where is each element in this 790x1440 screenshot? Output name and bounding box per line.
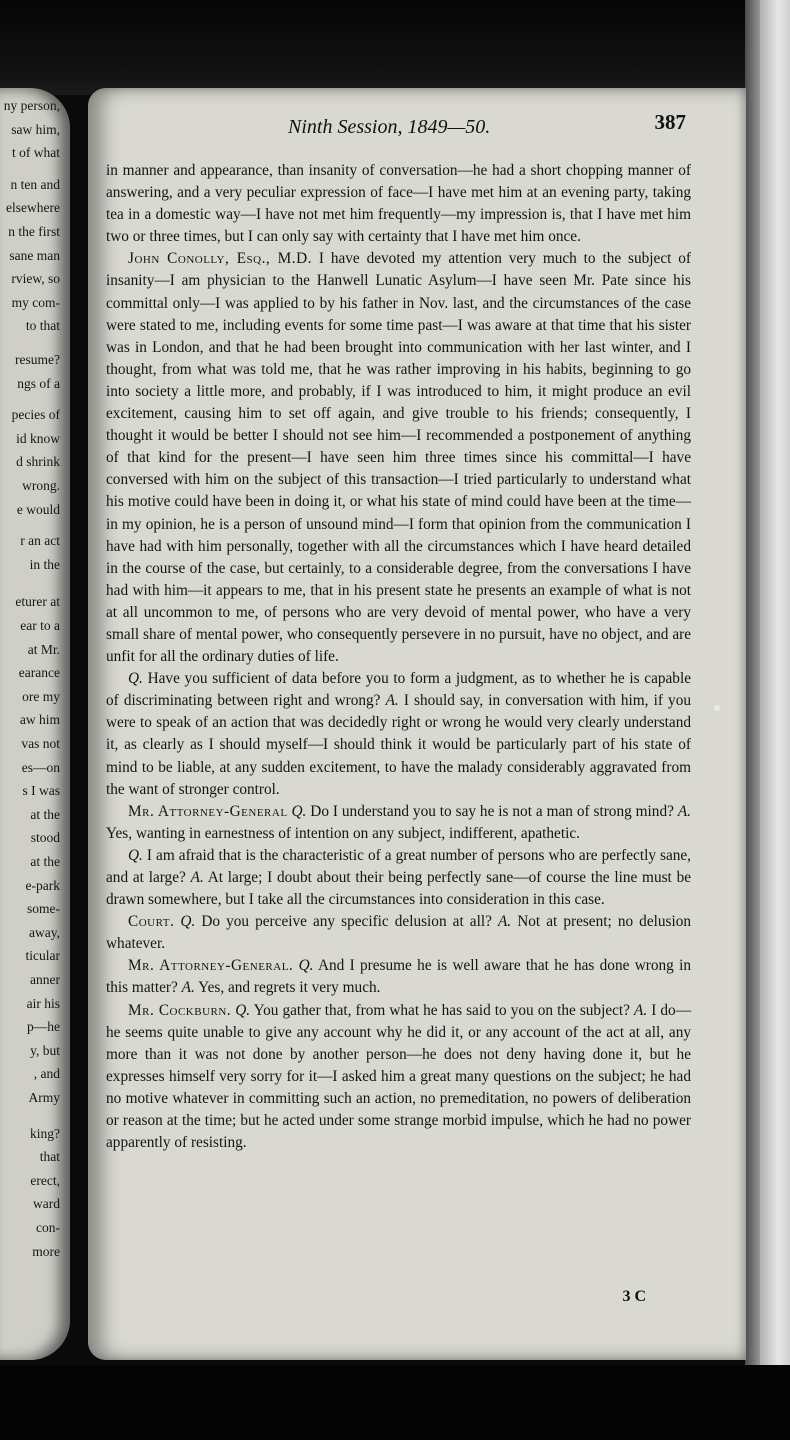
left-page-text-fragment: y, but [30, 1042, 60, 1058]
question-text: And I presume he is well aware that he has done wrong in this matter? [106, 957, 692, 997]
answer-marker: A. [634, 1001, 648, 1019]
left-page-text-fragment: resume? [15, 352, 60, 367]
answer-marker: A. [497, 913, 512, 931]
answer-marker: A. [677, 802, 691, 820]
left-page-text-fragment: saw him, [11, 121, 60, 137]
left-page-text-fragment: anner [30, 972, 60, 987]
paragraph-question-data [106, 668, 691, 801]
left-page-text-fragment: ny person, [3, 98, 60, 113]
left-page-text-fragment: Army [28, 1090, 60, 1105]
left-page-text-fragment: n the first [8, 224, 60, 239]
paragraph-cockburn [106, 1000, 691, 1155]
left-page-text-fragment: eturer at [15, 594, 60, 610]
left-page-text-fragment: ore my [22, 688, 60, 704]
left-facing-page [0, 88, 70, 1360]
question-text: Have you sufficient of data before you to form a judgment, as to whether he is capable of discriminating between right and wrong? [106, 670, 691, 710]
left-page-text-fragment: air his [26, 995, 60, 1011]
left-page-text-fragment: king? [30, 1125, 60, 1141]
left-page-text-fragment: my com- [11, 294, 60, 310]
speaker-name: Mr. Attorney-General [128, 802, 288, 820]
speaker-name: John Conolly, Esq., M.D. [128, 250, 312, 268]
answer-text: At large; I doubt about their being perfectly sane—of course the line must be drawn somewhere, but I take all the circumstances into consideration in this case. [106, 869, 692, 909]
question-text: Do you perceive any specific delusion at all? [201, 913, 492, 931]
paragraph-1: in manner and appearance, than insanity of conversation—he had a short chopping manner of answering, and a very peculiar expression of face—I have met him at an evening party, taking tea in a domestic way—I have not met him frequently—my impression is, that I have met him two or three times, but I can only say with certainty that I have met him once. [106, 162, 691, 246]
scan-background-top [0, 0, 790, 95]
left-page-text-fragment: ticular [25, 948, 60, 964]
left-page-text-fragment: in the [29, 556, 60, 572]
left-page-text-fragment: es—on [21, 759, 60, 775]
scan-speck [714, 705, 720, 711]
left-page-text-fragment: id know [16, 430, 60, 446]
testimony-text: I have devoted my attention very much to the subject of insanity—I am physician to the Hanwell Lunatic Asylum—I have seen Mr. Pate since his committal only—I was applied to by his father in Nov. last, and the circumstances of the case were stated to me, including events for some time past—I was aware at that time that his sister was in London, and that he had been brought into communication with her last winter, and I thought, from what was told me, that he was rather improving in his habits, beginning to go into society a little more, and probably, if I was introduced to him, it might produce an evil excitement, causing him to set off again, and give trouble to his friends; consequently, I thought it would be better I should not see him—I recommended a postponement of anything of that kind for the present—I have seen him three times since his committal—I have conversed with him on the subject of this transaction—I tried particularly to understand what his motive could have been in doing it, or what his state of mind could have been at the time—in my opinion, he is a person of unsound mind—I form that opinion from the communication I have had with him personally, together with all the circumstances which I have heard detailed in the course of the case, but certainly, to a considerable degree, from the conversations I have had with him—it appears to me, that in his present state he presents an example of what is not at all uncommon to me, of persons who are very devoid of mental power, who have a very small share of mental power, who consequently persevere in no pursuit, have no object, and are unfit for all the ordinary duties of life. [106, 250, 692, 666]
left-page-text-fragment: that [39, 1149, 60, 1165]
left-page-text-fragment: vas not [21, 736, 60, 751]
question-text: You gather that, from what he has said to you on the subject? [253, 1001, 630, 1019]
question-marker: Q. [298, 957, 314, 975]
answer-text: Yes, and regrets it very much. [198, 979, 381, 997]
left-page-text-fragment: e-park [25, 877, 60, 893]
question-marker: Q. [291, 802, 307, 820]
page-387 [88, 88, 746, 1360]
left-page-text-fragment: at Mr. [27, 641, 60, 657]
running-head: Ninth Session, 1849—50. [288, 116, 491, 138]
left-page-text-fragment: at the [30, 806, 60, 822]
left-page-text-fragment: elsewhere [6, 200, 60, 216]
question-marker: Q. [128, 670, 143, 688]
speaker-name: Mr. Cockburn. [128, 1001, 232, 1019]
scan-background-bottom [0, 1365, 790, 1440]
left-page-text-fragment: earance [18, 665, 60, 681]
paragraph-court [106, 911, 691, 955]
left-page-text-fragment: erect, [30, 1172, 60, 1188]
left-page-text-fragment: at the [30, 854, 60, 869]
paragraph-attorney-1 [106, 801, 691, 845]
left-page-text-fragment: pecies of [11, 407, 60, 423]
answer-marker: A. [181, 979, 195, 997]
left-page-text-fragment: stood [30, 830, 60, 846]
page-body [106, 160, 691, 1154]
answer-marker: A. [190, 869, 204, 886]
page-number: 387 [654, 110, 686, 134]
left-page-text-fragment: p—he [27, 1019, 60, 1035]
left-page-text-fragment: r an act [20, 533, 60, 549]
paragraph-conolly [106, 248, 691, 668]
answer-marker: A. [385, 692, 399, 710]
answer-text: Not at present; no delusion whatever. [106, 913, 692, 953]
left-page-text-fragment: more [32, 1243, 60, 1259]
question-text: I am afraid that is the characteristic of a great number of persons who are perfectly sane, and at large? [106, 846, 692, 886]
left-page-text-fragment: e would [16, 501, 60, 517]
left-page-text-fragment: to that [25, 318, 60, 334]
answer-text: I do—he seems quite unable to give any account why he did it, or any account of the act at all, any more than it was not done by another person—he does not deny having done it, but he expresses himself very sorry for it—I asked him a great many questions on the subject; he had no motive whatever in committing such an action, no premeditation, no powers of deliberation or reason at the time; but he acted under some strange morbid impulse, which he had no power apparently of resisting. [106, 1001, 691, 1152]
question-marker: Q. [235, 1001, 251, 1019]
left-page-text-fragment: some- [27, 901, 60, 917]
left-page-text-fragment: rview, so [11, 271, 60, 287]
question-text: Do I understand you to say he is not a man of strong mind? [310, 802, 674, 820]
left-page-text-fragment: n ten and [10, 176, 60, 192]
left-page-text-fragment: ward [33, 1196, 60, 1212]
left-page-text-fragment: sane man [9, 247, 60, 263]
left-page-text-fragment: , and [33, 1066, 60, 1082]
speaker-name: Court. [128, 913, 175, 931]
left-page-text-fragment: s I was [22, 783, 60, 799]
left-page-text-fragment: d shrink [16, 454, 60, 470]
answer-text: Yes, wanting in earnestness of intention on any subject, indifferent, apathetic. [106, 824, 580, 842]
answer-text: I should say, in conversation with him, if you were to speak of an action that was decidedly right or wrong he would very clearly understand it, as clearly as I should myself—I should think it would be particularly part of his state of mind to be liable, at any sudden excitement, to have the malady considerably aggravated from the want of stronger control. [106, 692, 691, 798]
question-marker: Q. [128, 846, 143, 864]
signature-mark: 3 C [622, 1288, 646, 1305]
speaker-name: Mr. Attorney-General. [128, 957, 294, 975]
question-marker: Q. [180, 913, 196, 931]
book-edge-highlight [760, 0, 790, 1440]
left-page-text-fragment: ear to a [20, 618, 60, 633]
left-page-text-fragment: ngs of a [17, 375, 60, 391]
left-page-text-fragment: t of what [12, 145, 60, 161]
left-page-text-fragment: away, [29, 924, 60, 940]
page-header [88, 110, 746, 150]
left-page-text-fragment: con- [36, 1220, 60, 1235]
left-page-text-fragment: aw him [19, 712, 60, 728]
left-page-text-fragment: wrong. [22, 478, 60, 493]
paragraph-question-sane [106, 845, 691, 911]
paragraph-attorney-2 [106, 955, 691, 999]
